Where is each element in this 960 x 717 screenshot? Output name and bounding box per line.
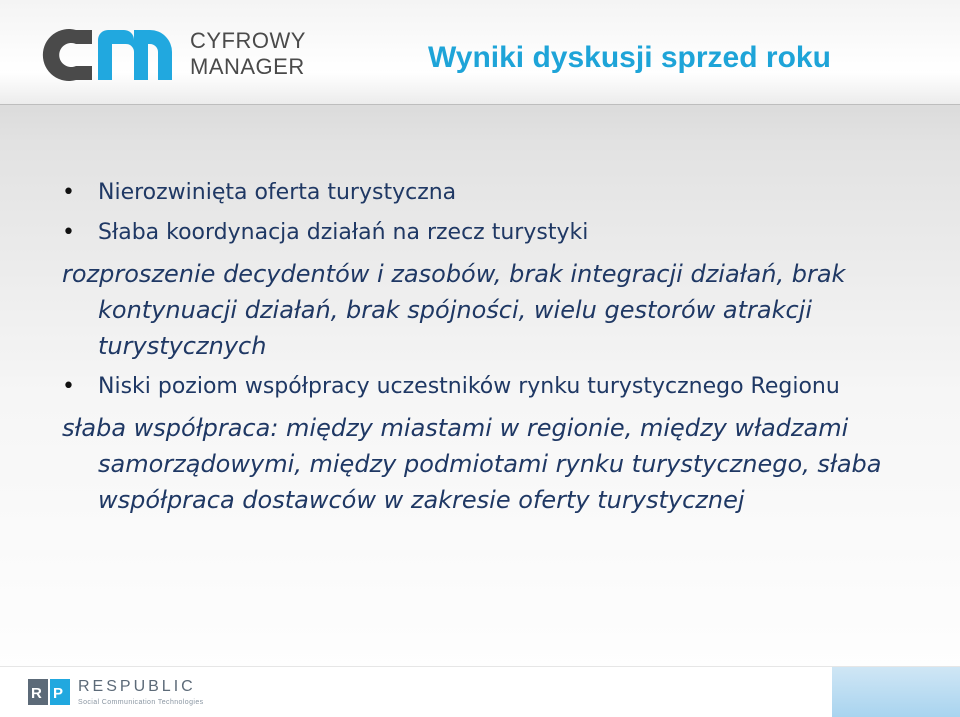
slide-title: Wyniki dyskusji sprzed roku (428, 41, 831, 74)
slide-content (62, 176, 922, 524)
slide-header (0, 0, 960, 105)
bullet-dot-icon: • (62, 220, 75, 245)
bullet-item (62, 370, 922, 404)
bullet-dot-icon: • (62, 374, 75, 399)
bullet-item (62, 176, 922, 210)
svg-text:P: P (53, 685, 64, 702)
bullet-text: Słaba koordynacja działań na rzecz turystyki (98, 220, 589, 245)
cyfrowy-manager-logo (32, 22, 306, 88)
footer-brand: RESPUBLIC (78, 678, 196, 695)
bullet-item (62, 216, 922, 250)
logo-text-line2: MANAGER (190, 54, 305, 79)
svg-text:R: R (31, 685, 42, 702)
footer-accent-block (832, 667, 960, 717)
logo-text-line1: CYFROWY (190, 28, 306, 53)
footer-tagline: Social Communication Technologies (78, 699, 204, 706)
bullet-dot-icon: • (62, 180, 75, 205)
bullet-text: Nierozwinięta oferta turystyczna (98, 180, 457, 205)
bullet-detail: słaba współpraca: między miastami w regionie, między władzami samorządowymi, między podmiotami rynku turystycznego, słaba współpraca dostawców w zakresie oferty turystycznej (62, 414, 882, 514)
cm-logo-icon (32, 22, 182, 88)
respublic-logo-icon (28, 679, 72, 705)
slide-footer (0, 666, 960, 717)
bullet-text: Niski poziom współpracy uczestników rynku turystycznego Regionu (98, 374, 840, 399)
bullet-detail: rozproszenie decydentów i zasobów, brak integracji działań, brak kontynuacji działań, brak spójności, wielu gestorów atrakcji turystycznych (62, 260, 846, 360)
